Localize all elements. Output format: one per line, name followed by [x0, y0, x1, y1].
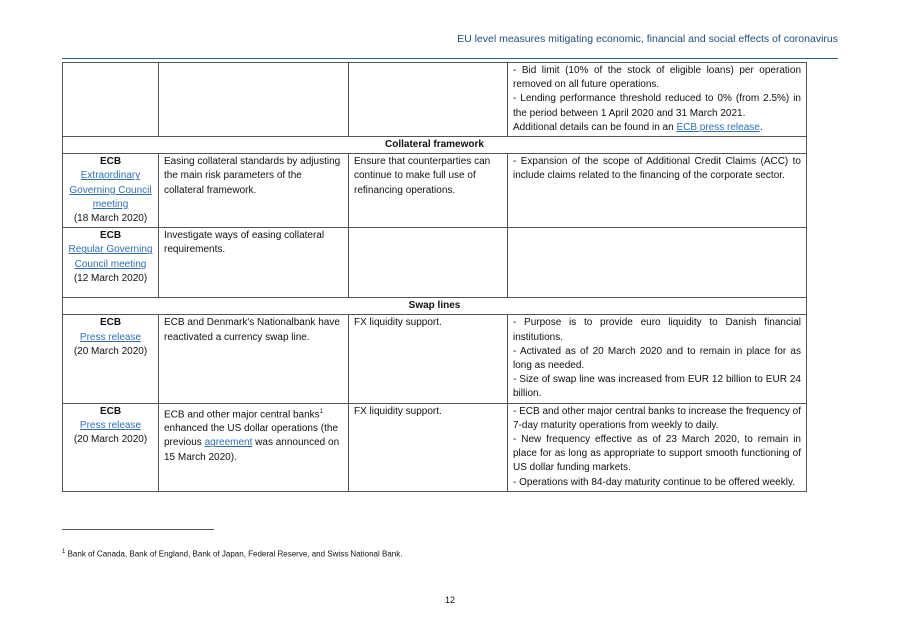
detail-line: - New frequency effective as of 23 March 2020, to remain in place for as long as appropriate to support smooth functioning of US dollar funding markets. — [513, 434, 801, 474]
source-link[interactable]: Regular Governing Council meeting — [68, 244, 153, 270]
objective-cell: FX liquidity support. — [349, 315, 508, 403]
detail-line: - Purpose is to provide euro liquidity to Danish financial institutions. — [513, 317, 801, 343]
actor-cell — [63, 403, 159, 491]
measure-text: enhanced the US dollar operations (the previous — [164, 423, 339, 449]
page-number: 12 — [444, 595, 455, 605]
details-cell — [508, 63, 807, 137]
ecb-press-release-link[interactable]: ECB press release — [676, 121, 760, 133]
detail-line: - Bid limit (10% of the stock of eligible loans) per operation removed on all future operations. — [513, 65, 801, 91]
section-header-row — [63, 298, 807, 315]
actor-name: ECB — [99, 156, 122, 168]
detail-text: Additional details can be found in an — [513, 121, 677, 133]
source-date: (12 March 2020) — [73, 272, 148, 284]
objective-cell: Ensure that counterparties can continue to make full use of refinancing operations. — [349, 154, 508, 228]
table-row — [63, 315, 807, 403]
actor-cell — [63, 63, 159, 137]
actor-name: ECB — [99, 405, 122, 417]
objective-cell — [349, 63, 508, 137]
detail-line: - Expansion of the scope of Additional Credit Claims (ACC) to include claims related to the financing of the corporate sector. — [513, 156, 801, 182]
page-header-title: EU level measures mitigating economic, financial and social effects of coronavirus — [457, 33, 838, 45]
actor-name: ECB — [99, 317, 122, 329]
detail-line — [513, 121, 801, 135]
source-date: (20 March 2020) — [73, 345, 148, 357]
press-release-link[interactable]: Press release — [79, 419, 142, 431]
section-header-row — [63, 137, 807, 154]
actor-name: ECB — [99, 230, 122, 242]
detail-line: - ECB and other major central banks to increase the frequency of 7-day maturity operations from weekly to daily. — [513, 405, 801, 431]
measure-cell: Investigate ways of easing collateral requirements. — [159, 228, 349, 298]
measure-cell — [159, 63, 349, 137]
header-divider — [62, 58, 838, 59]
details-cell — [508, 228, 807, 298]
footnote-marker: 1 — [62, 549, 66, 555]
measure-cell: ECB and Denmark's Nationalbank have reactivated a currency swap line. — [159, 315, 349, 403]
table-row — [63, 228, 807, 298]
actor-cell — [63, 154, 159, 228]
table-row — [63, 154, 807, 228]
measure-cell: Easing collateral standards by adjusting the main risk parameters of the collateral framework. — [159, 154, 349, 228]
press-release-link[interactable]: Press release — [79, 331, 142, 343]
source-link[interactable]: Extraordinary Governing Council meeting — [69, 170, 152, 210]
agreement-link[interactable]: agreement — [204, 437, 253, 449]
measure-text: was announced on 15 March 2020). — [164, 437, 340, 463]
source-date: (18 March 2020) — [73, 213, 148, 225]
footnote-text: Bank of Canada, Bank of England, Bank of Japan, Federal Reserve, and Swiss National Bank. — [67, 549, 403, 559]
details-cell — [508, 403, 807, 491]
table-row — [63, 403, 807, 491]
detail-line: - Lending performance threshold reduced to 0% (from 2.5%) in the period between 1 April 2020 and 31 March 2021. — [513, 93, 801, 119]
detail-line: - Activated as of 20 March 2020 and to remain in place for as long as needed. — [513, 345, 801, 372]
measure-text: ECB and other major central banks — [164, 408, 320, 420]
section-title: Swap lines — [63, 298, 807, 315]
measures-table — [62, 62, 807, 492]
detail-text: . — [759, 121, 763, 133]
details-cell — [508, 154, 807, 228]
actor-cell — [63, 228, 159, 298]
objective-cell — [349, 228, 508, 298]
footnote-divider — [62, 529, 214, 530]
measure-cell — [159, 403, 349, 491]
section-title: Collateral framework — [63, 137, 807, 154]
footnote-marker: 1 — [319, 408, 323, 415]
table-row — [63, 63, 807, 137]
actor-cell — [63, 315, 159, 403]
detail-line: - Size of swap line was increased from EUR 12 billion to EUR 24 billion. — [513, 374, 801, 400]
objective-cell: FX liquidity support. — [349, 403, 508, 491]
footnote — [62, 549, 402, 559]
details-cell — [508, 315, 807, 403]
source-date: (20 March 2020) — [73, 434, 148, 446]
detail-line: - Operations with 84-day maturity continue to be offered weekly. — [513, 476, 795, 488]
